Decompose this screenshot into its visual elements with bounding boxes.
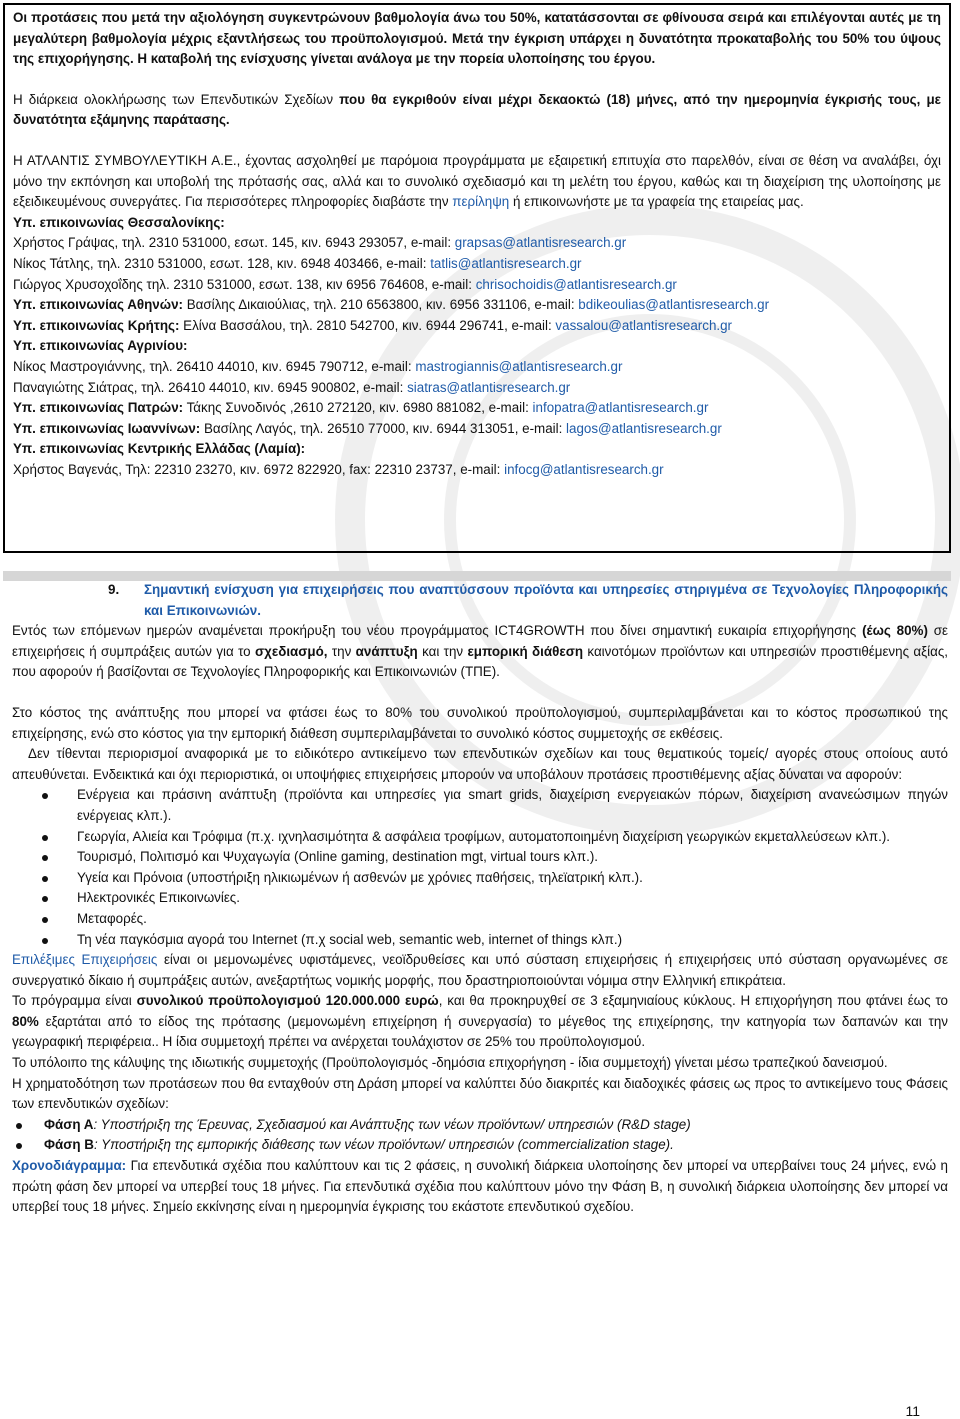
email-link[interactable]: infopatra@atlantisresearch.gr bbox=[532, 400, 709, 416]
contact-line: Γιώργος Χρυσοχοΐδης τηλ. 2310 531000, εσωτ. 138, κιν 6956 764608, e-mail: chrisochoidis@atlantisresearch.gr bbox=[13, 276, 677, 292]
list-item: Ηλεκτρονικές Επικοινωνίες. bbox=[12, 888, 948, 909]
email-link[interactable]: mastrogiannis@atlantisresearch.gr bbox=[415, 358, 623, 374]
email-link[interactable]: vassalou@atlantisresearch.gr bbox=[555, 317, 733, 333]
timeline-paragraph: Χρονοδιάγραμμα: Για επενδυτικά σχέδια που καλύπτουν και τις 2 φάσεις, η συνολική διάρκεια υλοποίησης δεν μπορεί να υπερβαίνει τους 24 μήνες, ενώ η πρώτη φάση δεν μπορεί να υπερβεί τους 18 μήνες. Για επενδυτικά σχέδια που καλύπτουν μόνο την Φάση Β, η συνολική διάρκεια υλοποίησης δεν μπορεί να υπερβεί τους 18 μήνες. Σημείο εκκίνησης είναι η ημερομηνία έγκρισης του εκάστοτε επενδυτικού σχεδίου. bbox=[12, 1158, 948, 1215]
contact-line: Νίκος Τάτλης, τηλ. 2310 531000, εσωτ. 128, κιν. 6948 403466, e-mail: tatlis@atlantisresearch.gr bbox=[13, 255, 582, 271]
eligible-paragraph: Επιλέξιμες Επιχειρήσεις είναι οι μεμονωμένες υφιστάμενες, νεοϊδρυθείσες και υπό σύσταση επιχειρήσεις ή επιχειρήσεις υπό σύσταση οργανωμένες σε συνεργατικό δίκαιο ή συμπράξεις αυτών, ανεξαρτήτως νομικής μορφής, που δραστηριοποιούνται νόμιμα στην Ελληνική επικράτεια. bbox=[12, 952, 948, 988]
email-link[interactable]: grapsas@atlantisresearch.gr bbox=[454, 235, 627, 251]
section-9 bbox=[0, 580, 960, 1218]
contact-line: Χρήστος Γράψας, τηλ. 2310 531000, εσωτ. 145, κιν. 6943 293057, e-mail: grapsas@atlantisresearch.gr bbox=[13, 235, 627, 251]
sector-list bbox=[12, 785, 948, 950]
contact-line-patra: Υπ. επικοινωνίας Πατρών: Τάκης Συνοδινός ,2610 272120, κιν. 6980 881082, e-mail: infopatra@atlantisresearch.gr bbox=[13, 400, 709, 416]
contact-line: Νίκος Μαστρογιάννης, τηλ. 26410 44010, κιν. 6945 790712, e-mail: mastrogiannis@atlantisresearch.gr bbox=[13, 358, 623, 374]
company-name: Η ΑΤΛΑΝΤΙΣ ΣΥΜΒΟΥΛΕΥΤΙΚΗ Α.Ε. bbox=[13, 152, 237, 168]
section-title-text: Σημαντική ενίσχυση για επιχειρήσεις που αναπτύσσουν προϊόντα και υπηρεσίες στηριγμένα σε Τεχνολογίες Πληροφορικής και Επικοινωνιών. bbox=[144, 582, 948, 618]
contact-line: Παναγιώτης Σιάτρας, τηλ. 26410 44010, κιν. 6945 900802, e-mail: siatras@atlantisresearch.gr bbox=[13, 379, 571, 395]
list-item: Τουρισμό, Πολιτισμό και Ψυχαγωγία (Online gaming, destination mgt, virtual tours κλπ.). bbox=[12, 847, 948, 868]
funding-paragraph: Η χρηματοδότηση των προτάσεων που θα ενταχθούν στη Δράση μπορεί να καλύπτει δύο διακριτές και διαδοχικές φάσεις ως προς το αντικείμενο τους Φάσεις των επενδυτικών σχεδίων: bbox=[12, 1075, 948, 1112]
list-item: Φάση Α: Υποστήριξη της Έρευνας, Σχεδιασμού και Ανάπτυξης των νέων προϊόντων/ υπηρεσιών (R&D stage) bbox=[12, 1115, 948, 1136]
contact-line-ioannina: Υπ. επικοινωνίας Ιωαννίνων: Βασίλης Λαγός, τηλ. 26510 77000, κιν. 6944 313051, e-mail: lagos@atlantisresearch.gr bbox=[13, 420, 722, 436]
cost-paragraph: Στο κόστος της ανάπτυξης που μπορεί να φτάσει έως το 80% του συνολικού προϋπολογισμού, συμπεριλαμβάνεται και το κόστος προσωπικού της επιχείρησης, ενώ στο κόστος για την εμπορική διάθεση συμπεριλαμβάνεται το συνολικό κόστος συμμετοχής σε εκθέσεις. bbox=[12, 704, 948, 741]
restrictions-paragraph: Δεν τίθενται περιορισμοί αναφορικά με το ειδικότερο αντικείμενο των επενδυτικών σχεδίων και τους θεματικούς τομείς/ αγορές στους οποίους αυτό απευθύνεται. Ενδεικτικά και όχι περιοριστικά, οι υποψήφιες επιχειρήσεις μπορούν να υποβάλουν προτάσεις προστιθέμενης αξίας δύναται να αφορούν: bbox=[12, 746, 948, 782]
agrinio-label: Υπ. επικοινωνίας Αγρινίου: bbox=[13, 338, 188, 354]
list-item: Γεωργία, Αλιεία και Τρόφιμα (π.χ. ιχνηλασιμότητα & ασφάλεια τροφίμων, αυτοματοποιημένη διαχείριση γεωργικών εκμεταλλεύσεων κλπ.). bbox=[12, 827, 948, 848]
phase-list bbox=[12, 1115, 948, 1156]
contact-line-athens: Υπ. επικοινωνίας Αθηνών: Βασίλης Δικαιούλιας, τηλ. 210 6563800, κιν. 6956 331106, e-mail: bdikeoulias@atlantisresearch.gr bbox=[13, 297, 770, 313]
email-link[interactable]: chrisochoidis@atlantisresearch.gr bbox=[475, 276, 677, 292]
central-greece-label: Υπ. επικοινωνίας Κεντρικής Ελλάδας (Λαμία): bbox=[13, 441, 306, 457]
contact-line-crete: Υπ. επικοινωνίας Κρήτης: Ελίνα Βασσάλου, τηλ. 2810 542700, κιν. 6944 296741, e-mail: vassalou@atlantisresearch.gr bbox=[13, 317, 733, 333]
email-link[interactable]: siatras@atlantisresearch.gr bbox=[407, 379, 571, 395]
eligible-label: Επιλέξιμες Επιχειρήσεις bbox=[12, 952, 158, 968]
list-item: Τη νέα παγκόσμια αγορά του Internet (π.χ social web, semantic web, internet of things κλπ.) bbox=[12, 930, 948, 951]
timeline-label: Χρονοδιάγραμμα: bbox=[12, 1158, 127, 1174]
loan-paragraph: Το υπόλοιπο της κάλυψης της ιδιωτικής συμμετοχής (Προϋπολογισμός -δημόσια επιχορήγηση - ίδια συμμετοχή) γίνεται μέσω τραπεζικού δανεισμού. bbox=[12, 1055, 888, 1071]
list-item: Φάση Β: Υποστήριξη της εμπορικής διάθεσης των νέων προϊόντων/ υπηρεσιών (commercialization stage). bbox=[12, 1135, 948, 1156]
intro-paragraph: Εντός των επόμενων ημερών αναμένεται προκήρυξη του νέου προγράμματος ICT4GROWTH που δίνει σημαντική ευκαιρία επιχορήγησης (έως 80%) σε επιχειρήσεις ή συμπράξεις αυτών για το σχεδιασμό, την ανάπτυξη και την εμπορική διάθεση καινοτόμων προϊόντων και υπηρεσιών προστιθέμενης αξίας, που αφορούν ή βασίζονται σε Τεχνολογίες Πληροφορικής και Επικοινωνιών (ΤΠΕ). bbox=[12, 623, 948, 680]
summary-link[interactable]: περίληψη bbox=[452, 194, 510, 210]
section-number: 9. bbox=[108, 582, 120, 597]
list-item: Υγεία και Πρόνοια (υποστήριξη ηλικιωμένων ή ασθενών με χρόνιες παθήσεις, τηλεϊατρική κλπ.). bbox=[12, 868, 948, 889]
email-link[interactable]: lagos@atlantisresearch.gr bbox=[566, 420, 722, 436]
budget-paragraph: Το πρόγραμμα είναι συνολικού προϋπολογισμού 120.000.000 ευρώ, και θα προκηρυχθεί σε 3 εξαμηνιαίους κύκλους. Η επιχορήγηση που φτάνει έως το 80% εξαρτάται από το είδος της πρότασης (μεμονωμένη επιχείρηση ή συνεργασία) το μέγεθος της επιχείρησης, την κατηγορία των δαπανών και την γεωγραφική περιφέρεια.. Η ίδια συμμετοχή πρέπει να ανέρχεται τουλάχιστον σε 25% του προϋπολογισμού. bbox=[12, 993, 948, 1050]
contact-line: Χρήστος Βαγενάς, Τηλ: 22310 23270, κιν. 6972 822920, fax: 22310 23737, e-mail: infocg@atlantisresearch.gr bbox=[13, 461, 664, 477]
list-item: Μεταφορές. bbox=[12, 909, 948, 930]
evaluation-paragraph: Οι προτάσεις που μετά την αξιολόγηση συγκεντρώνουν βαθμολογία άνω του 50%, κατατάσσονται σε φθίνουσα σειρά και επιλέγονται αυτές με τη μεγαλύτερη βαθμολογία μέχρις εξαντλήσεως του προϋπολογισμού. Μετά την έγκριση υπάρχει η δυνατότητα προκαταβολής του 50% του ύψους της επιχορήγησης. Η καταβολή της ενίσχυσης γίνεται ανάλογα με την πορεία υλοποίησης του έργου. bbox=[13, 10, 941, 67]
email-link[interactable]: bdikeoulias@atlantisresearch.gr bbox=[578, 297, 770, 313]
duration-paragraph: Η διάρκεια ολοκλήρωσης των Επενδυτικών Σχεδίων που θα εγκριθούν είναι μέχρι δεκαοκτώ (18) μήνες, από την ημερομηνία έγκρισής τους, με δυνατότητα εξάμηνης παράτασης. bbox=[13, 91, 941, 128]
page-number: 11 bbox=[905, 1403, 920, 1419]
company-paragraph: Η ΑΤΛΑΝΤΙΣ ΣΥΜΒΟΥΛΕΥΤΙΚΗ Α.Ε., έχοντας ασχοληθεί με παρόμοια προγράμματα με εξαιρετική επιτυχία στο παρελθόν, είναι σε θέση να αναλάβει, όχι μόνο την εκπόνηση και υποβολή της πρότασής σας, αλλά και το συνολικό σχεδιασμό και τη μελέτη του έργου, καθώς και τη διαχείριση της υλοποίησης με εξειδικευμένους συνεργάτες. Για περισσότερες πληροφορίες διαβάστε την περίληψη ή επικοινωνήστε με τα γραφεία της εταιρείας μας. bbox=[13, 152, 941, 210]
thessaloniki-label: Υπ. επικοινωνίας Θεσσαλονίκης: bbox=[13, 214, 225, 230]
email-link[interactable]: infocg@atlantisresearch.gr bbox=[504, 461, 664, 477]
contact-info-box bbox=[3, 3, 951, 553]
list-item: Ενέργεια και πράσινη ανάπτυξη (προϊόντα και υπηρεσίες για smart grids, διαχείριση ενεργειακών πόρων, διαχείριση ανανεώσιμων πηγών ενέργειας κλπ.). bbox=[12, 785, 948, 826]
section-title bbox=[108, 580, 948, 621]
email-link[interactable]: tatlis@atlantisresearch.gr bbox=[430, 255, 582, 271]
